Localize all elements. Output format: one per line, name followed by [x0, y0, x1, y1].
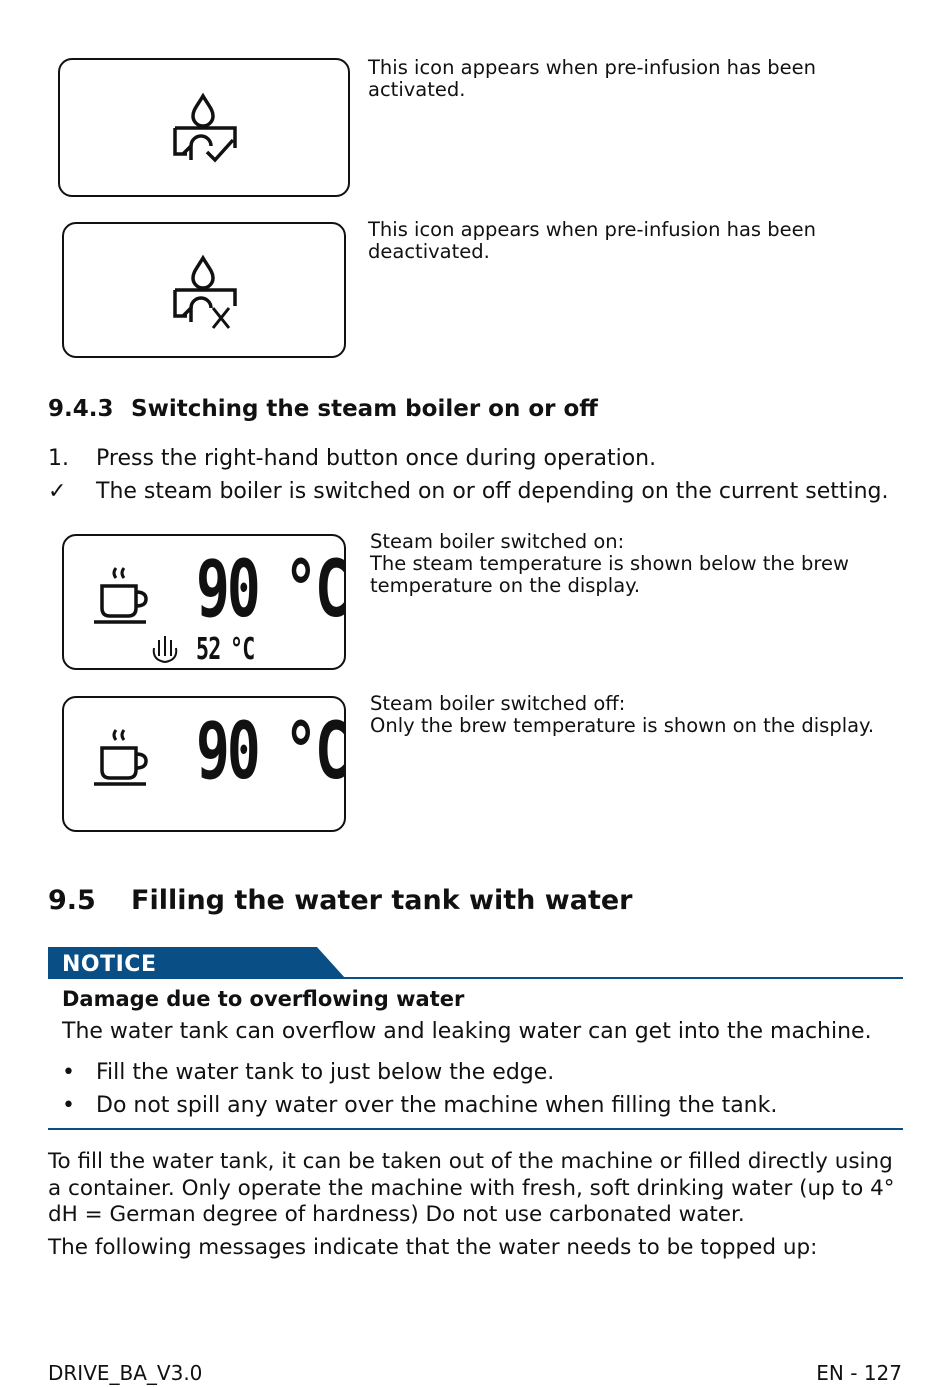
step-marker: 1. — [48, 446, 69, 471]
footer-page-number: EN - 127 — [816, 1361, 902, 1385]
preinfusion-on-description: This icon appears when pre-infusion has been activated. — [368, 56, 817, 101]
notice-bottom-rule — [48, 1128, 903, 1130]
preinfusion-deactivated-icon — [163, 250, 243, 340]
section-943-number: 9.4.3 — [48, 396, 114, 422]
paragraph-topup-messages: The following messages indicate that the water needs to be topped up: — [48, 1235, 818, 1260]
steam-on-heading: Steam boiler switched on: — [370, 530, 625, 553]
footer-doc-id: DRIVE_BA_V3.0 — [48, 1361, 203, 1385]
bullet-dot: • — [62, 1093, 75, 1118]
bullet-dot: • — [62, 1060, 75, 1085]
brew-temperature-unit: °C — [284, 545, 346, 635]
check-icon: ✓ — [48, 479, 67, 504]
steam-off-description: Only the brew temperature is shown on the display. — [370, 714, 875, 737]
steam-temperature-unit: °C — [230, 632, 255, 667]
notice-top-rule — [48, 977, 903, 979]
steam-icon — [150, 634, 180, 666]
steam-temperature: 52 — [196, 632, 221, 667]
section-95-number: 9.5 — [48, 885, 96, 916]
notice-heading: Damage due to overflowing water — [62, 987, 465, 1011]
notice-bullet-2: Do not spill any water over the machine when filling the tank. — [96, 1093, 778, 1118]
steam-off-display — [62, 696, 346, 832]
brew-temperature: 90 — [196, 707, 258, 797]
notice-text: The water tank can overflow and leaking water can get into the machine. — [62, 1019, 872, 1044]
preinfusion-on-display — [58, 58, 350, 197]
coffee-cup-icon — [92, 564, 156, 628]
preinfusion-off-description: This icon appears when pre-infusion has been deactivated. — [368, 218, 817, 263]
steam-on-description: The steam temperature is shown below the brew temperature on the display. — [370, 552, 849, 597]
paragraph-water-quality: To fill the water tank, it can be taken out of the machine or filled directly using a container. Only operate the machine with fresh, soft drinking water (up to 4° dH = German degree of hardness) Do not use carbonated water. — [48, 1149, 895, 1227]
preinfusion-activated-icon — [163, 88, 243, 178]
step-text: Press the right-hand button once during operation. — [96, 446, 657, 471]
coffee-cup-icon — [92, 726, 156, 790]
steam-on-display — [62, 534, 346, 670]
section-943-title: Switching the steam boiler on or off — [131, 396, 598, 422]
notice-label: NOTICE — [62, 952, 157, 977]
section-95-title: Filling the water tank with water — [131, 885, 633, 916]
preinfusion-off-display — [62, 222, 346, 358]
notice-bullet-1: Fill the water tank to just below the edge. — [96, 1060, 555, 1085]
steam-off-heading: Steam boiler switched off: — [370, 692, 626, 715]
brew-temperature: 90 — [196, 545, 258, 635]
result-text: The steam boiler is switched on or off depending on the current setting. — [96, 479, 889, 504]
brew-temperature-unit: °C — [284, 707, 346, 797]
